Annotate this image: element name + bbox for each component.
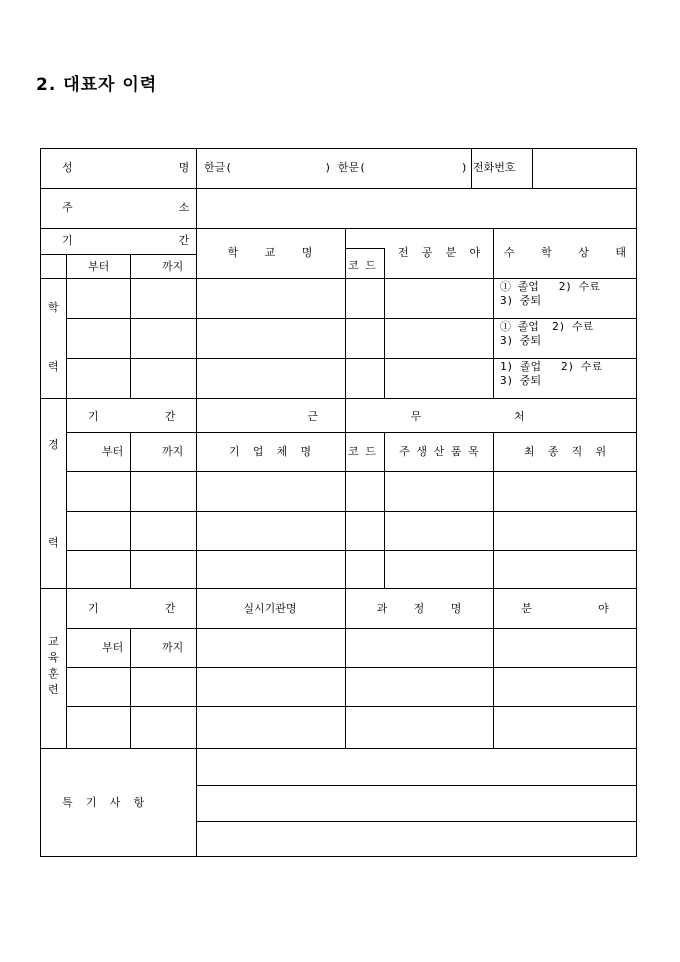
representative-history-form [40, 148, 637, 857]
special-notes-line-2[interactable] [200, 788, 632, 818]
edu-to-label: 까지 [162, 260, 184, 273]
career-to-label: 까지 [162, 445, 184, 458]
training-from-label: 부터 [102, 641, 124, 654]
company-name-label: 기 업 체 명 [228, 445, 312, 458]
career-side-label-top: 경 [48, 438, 59, 451]
name-label: 성 명 [62, 161, 190, 174]
study-status-label: 수 학 상 태 [504, 246, 626, 259]
career-code-label: 코 드 [348, 445, 376, 458]
course-name-label: 과 정 명 [376, 602, 462, 615]
school-name-label: 학 교 명 [227, 246, 313, 259]
edu-row-1-status[interactable]: ① 졸업 2) 수료 3) 중퇴 [500, 280, 600, 307]
career-from-label: 부터 [102, 445, 124, 458]
career-period-label: 기 간 [88, 410, 176, 423]
main-product-label: 주 생 산 품 목 [399, 445, 479, 458]
special-notes-label: 특 기 사 항 [62, 796, 145, 809]
phone-field[interactable] [536, 154, 632, 184]
phone-label: 전화번호 [473, 161, 516, 174]
career-side-label-bottom: 력 [48, 536, 59, 549]
special-notes-line-1[interactable] [200, 752, 632, 782]
training-field-label: 분 야 [521, 602, 609, 615]
edu-row-3-status[interactable]: 1) 졸업 2) 수료 3) 중퇴 [500, 360, 603, 387]
special-notes-line-3[interactable] [200, 824, 632, 854]
major-label: 전 공 분 야 [397, 246, 481, 259]
edu-from-label: 부터 [88, 260, 110, 273]
edu-row-2-status[interactable]: ① 졸업 2) 수료 3) 중퇴 [500, 320, 594, 347]
training-to-label: 까지 [162, 641, 184, 654]
address-label: 주 소 [62, 201, 190, 214]
workplace-label: 근 무 처 [307, 410, 525, 423]
edu-period-label: 기 간 [62, 234, 190, 247]
name-korean-hanja-field[interactable]: 한글( ) 한문( [204, 161, 366, 174]
address-field[interactable] [202, 194, 630, 222]
name-field-close: ) [461, 161, 468, 174]
training-side-label: 교 육 훈 련 [48, 635, 59, 696]
final-position-label: 최 종 직 위 [523, 445, 607, 458]
edu-side-label-bottom: 력 [48, 360, 59, 373]
edu-code-label: 코 드 [348, 259, 376, 272]
edu-side-label-top: 학 [48, 301, 59, 314]
institution-label: 실시기관명 [243, 602, 297, 615]
training-period-label: 기 간 [88, 602, 176, 615]
section-heading: 2. 대표자 이력 [36, 75, 158, 95]
